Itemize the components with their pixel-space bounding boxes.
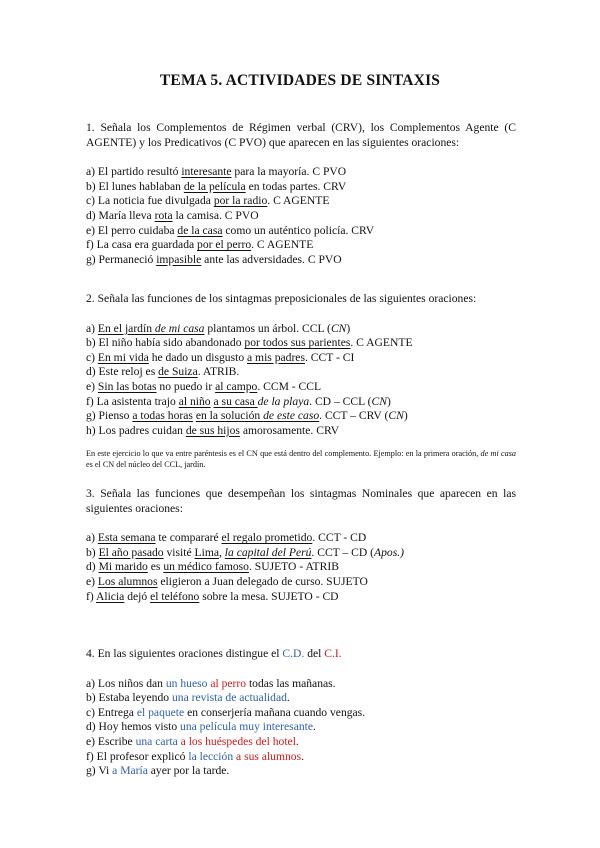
list-item [86, 336, 516, 351]
list-4 [86, 677, 516, 779]
list-item [86, 180, 516, 195]
text-run: a mis padres [247, 350, 305, 364]
text-run: ayer por la tarde. [147, 764, 230, 778]
text-run: d) María lleva [86, 208, 155, 222]
text-run: para la mayoría. C PVO [231, 165, 347, 179]
list-item [86, 764, 516, 779]
text-run: eligieron a Juan delegado de curso. SUJETO [157, 574, 368, 588]
text-run: CN [388, 409, 404, 423]
text-run: una película muy interesante [180, 720, 314, 734]
list-item [86, 209, 516, 224]
list-item [86, 735, 516, 750]
text-run: Mi marido [98, 560, 148, 574]
text-run: f) La casa era guardada [86, 238, 198, 252]
text-run: impasible [156, 252, 202, 266]
text-run: g) Vi [86, 764, 113, 778]
text-run: d) [86, 560, 99, 574]
list-item [86, 720, 516, 735]
text-run: ) [386, 394, 391, 408]
text-run: en la solución [195, 409, 264, 423]
text-run: ) [403, 409, 408, 423]
section-4 [86, 647, 516, 779]
text-run: de Suiza [158, 365, 198, 379]
list-item [86, 691, 516, 706]
text-run: . SUJETO - ATRIB [248, 560, 339, 574]
section-1 [86, 121, 516, 267]
text-run: es el CN del núcleo del CCL, jardín. [86, 460, 206, 470]
text-run: b) El niño había sido abandonado [86, 336, 245, 350]
text-run: . CCT - CI [304, 350, 355, 364]
page-title: TEMA 5. ACTIVIDADES DE SINTAXIS [159, 72, 441, 89]
text-run: Lima [194, 545, 219, 559]
list-item [86, 365, 516, 380]
list-2 [86, 322, 516, 439]
text-run: no puedo ir [156, 379, 216, 393]
list-item [86, 253, 516, 268]
text-run: ante las adversidades. C PVO [201, 252, 342, 266]
text-run: a María [112, 764, 148, 778]
text-run: en conserjería mañana cuando vengas. [184, 705, 366, 719]
text-run: un hueso [165, 676, 208, 690]
text-run: Apos.) [374, 545, 404, 559]
text-run: es [147, 560, 164, 574]
text-run: b) El lunes hablaban [86, 179, 184, 193]
list-3 [86, 531, 516, 604]
text-run: Alicia [95, 589, 125, 603]
text-run: f) La asistenta trajo [86, 394, 179, 408]
text-run: Sin las botas [97, 379, 157, 393]
text-run: a todas horas [132, 409, 193, 423]
text-run: dejó [124, 589, 151, 603]
text-run: En el jardín [97, 321, 155, 335]
text-run: b) [86, 545, 99, 559]
text-run: C.D. [282, 647, 305, 660]
text-run: una carta [135, 734, 178, 748]
question-3: 3. Señala las funciones que desempeñan los sintagmas Nominales que aparecen en las siguientes oraciones: [86, 487, 516, 515]
text-run: . CD – CCL ( [309, 394, 372, 408]
text-run: una revista de actualidad [171, 691, 287, 705]
text-run: . CCM - CCL [257, 379, 322, 393]
text-run: En este ejercicio lo que va entre paréntesis es el CN que está dentro del complemento. Ejemplo: en la primera oración, [86, 449, 481, 459]
text-run: Esta semana [97, 531, 156, 545]
text-run: en todas partes. CRV [245, 179, 347, 193]
text-run: todas las mañanas. [246, 676, 336, 690]
text-run: de la casa [177, 223, 223, 237]
text-run: al niño [178, 394, 211, 408]
list-item [86, 194, 516, 209]
text-run: plantamos un árbol. CCL ( [204, 321, 331, 335]
text-run: la camisa. C PVO [172, 208, 259, 222]
list-item [86, 165, 516, 180]
section-3 [86, 487, 516, 604]
list-item [86, 706, 516, 721]
text-run: c) [86, 350, 98, 364]
list-1 [86, 165, 516, 267]
text-run: del [304, 647, 325, 660]
text-run: En mi vida [97, 350, 149, 364]
text-run: al campo [215, 379, 258, 393]
list-item [86, 380, 516, 395]
text-run: e) [86, 574, 98, 588]
text-run: rota [154, 208, 173, 222]
text-run: c) La noticia fue divulgada [86, 194, 214, 208]
text-run: el teléfono [150, 589, 200, 603]
list-item [86, 590, 516, 605]
text-run: a) [86, 321, 98, 335]
text-run: e) [86, 379, 98, 393]
text-run: . [286, 691, 290, 705]
question-4 [86, 647, 516, 662]
question-1: 1. Señala los Complementos de Régimen verbal (CRV), los Complementos Agente (C AGENTE) y los Predicativos (C PVO) que aparecen en las siguientes oraciones: [86, 121, 516, 149]
text-run: por todos sus parientes [244, 336, 351, 350]
text-run: . [313, 720, 316, 734]
list-item [86, 238, 516, 253]
text-run: he dado un disgusto [148, 350, 248, 364]
text-run: CN [330, 321, 347, 335]
text-run: . C AGENTE [267, 194, 330, 208]
list-item [86, 424, 516, 439]
text-run: , [219, 545, 225, 559]
text-run: te compararé [155, 531, 222, 545]
text-run: . ATRIB. [197, 365, 240, 379]
list-item [86, 560, 516, 575]
text-run: el paquete [136, 705, 185, 719]
list-item [86, 531, 516, 546]
text-run: un médico famoso [163, 560, 249, 574]
text-run: la capital del Perú [224, 545, 312, 559]
text-run: El año pasado [98, 545, 164, 559]
text-run: . [301, 749, 304, 763]
text-run: amorosamente. CRV [239, 423, 340, 437]
text-run: a) Los niños dan [86, 676, 166, 690]
text-run: de este caso [263, 409, 320, 423]
list-item [86, 575, 516, 590]
text-run: por la radio [213, 194, 268, 208]
text-run: . [295, 734, 299, 748]
text-run: . C AGENTE [350, 336, 413, 350]
text-run: f) [86, 589, 96, 603]
text-run: 4. En las siguientes oraciones distingue el [86, 647, 283, 660]
list-item [86, 322, 516, 337]
list-item [86, 395, 516, 410]
text-run: a) El partido resultó [86, 165, 182, 179]
text-run: f) El profesor explicó [86, 749, 189, 763]
exercise-note [86, 448, 516, 470]
text-run: sobre la mesa. SUJETO - CD [199, 589, 339, 603]
text-run: de mi casa [154, 321, 205, 335]
list-item [86, 750, 516, 765]
text-run: como un auténtico policía. CRV [222, 223, 375, 237]
text-run: . C AGENTE [251, 238, 314, 252]
text-run: . CCT – CD ( [311, 545, 375, 559]
text-run: de mi casa [480, 449, 516, 459]
text-run: la lección [188, 749, 234, 763]
list-item [86, 546, 516, 561]
text-run: el regalo prometido [221, 531, 313, 545]
list-item [86, 351, 516, 366]
text-run: de la película [183, 179, 246, 193]
text-run: al perro [210, 676, 247, 690]
text-run: . CCT - CD [312, 531, 367, 545]
text-run: . CCT – CRV ( [319, 409, 389, 423]
text-run: C.I. [324, 647, 342, 660]
text-run: g) Pienso [86, 409, 133, 423]
section-2 [86, 292, 516, 470]
text-run: interesante [181, 165, 232, 179]
text-run: a sus alumnos [236, 749, 302, 763]
list-item [86, 224, 516, 239]
text-run: d) Hoy hemos visto [86, 720, 181, 734]
text-run: e) Escribe [86, 734, 136, 748]
text-run: a los huéspedes del hotel [180, 734, 296, 748]
question-2: 2. Señala las funciones de los sintagmas preposicionales de las siguientes oraciones: [86, 292, 477, 305]
text-run: CN [371, 394, 387, 408]
text-run: visité [163, 545, 195, 559]
text-run: a su casa [213, 394, 258, 408]
text-run: de sus hijos [185, 423, 240, 437]
text-run: Los alumnos [97, 574, 158, 588]
text-run: a) [86, 531, 98, 545]
text-run: de la playa [257, 394, 310, 408]
list-item [86, 409, 516, 424]
text-run: g) Permaneció [86, 252, 157, 266]
text-run: d) Este reloj es [86, 365, 159, 379]
text-run: h) Los padres cuidan [86, 423, 186, 437]
text-run: c) Entrega [86, 705, 137, 719]
text-run: b) Estaba leyendo [86, 691, 172, 705]
text-run: e) El perro cuidaba [86, 223, 178, 237]
text-run: por el perro [197, 238, 252, 252]
text-run: ) [346, 321, 351, 335]
list-item [86, 677, 516, 692]
